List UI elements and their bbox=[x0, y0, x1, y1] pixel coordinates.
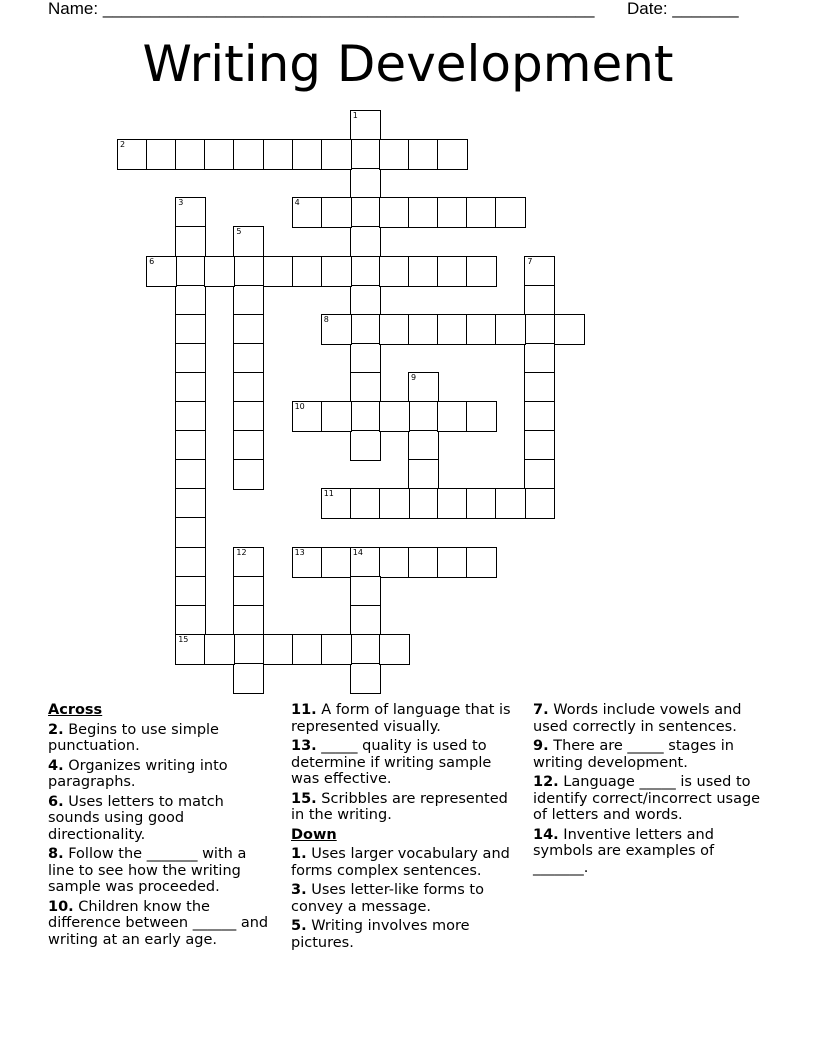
clue-down bbox=[533, 738, 773, 771]
clue-across bbox=[48, 794, 274, 844]
grid-cell[interactable] bbox=[379, 634, 410, 665]
grid-cell[interactable] bbox=[379, 401, 410, 432]
grid-cell[interactable] bbox=[524, 285, 555, 316]
grid-cell[interactable] bbox=[350, 372, 381, 403]
clues-column-2 bbox=[291, 702, 523, 954]
clue-down bbox=[533, 702, 773, 735]
clue-text: _____ quality is used to determine if writing sample was effective. bbox=[291, 738, 492, 787]
puzzle-title: Writing Development bbox=[142, 35, 674, 93]
grid-cell[interactable] bbox=[321, 401, 352, 432]
name-field[interactable] bbox=[48, 0, 594, 18]
grid-cell[interactable] bbox=[350, 576, 381, 607]
date-field[interactable] bbox=[627, 0, 739, 18]
clue-text: Begins to use simple punctuation. bbox=[48, 721, 219, 754]
grid-cell[interactable] bbox=[350, 547, 381, 578]
clue-text: A form of language that is represented visually. bbox=[291, 702, 511, 735]
clue-number: 13. bbox=[291, 738, 317, 754]
name-blank[interactable]: ____________________________________________________ bbox=[102, 0, 595, 18]
clues-column-1 bbox=[48, 702, 274, 951]
grid-cell[interactable] bbox=[437, 197, 468, 228]
grid-cell[interactable] bbox=[175, 517, 206, 548]
grid-cell[interactable] bbox=[524, 430, 555, 461]
grid-cell[interactable] bbox=[321, 197, 352, 228]
grid-cell[interactable] bbox=[175, 634, 206, 665]
grid-cell[interactable] bbox=[350, 401, 381, 432]
grid-cell[interactable] bbox=[495, 488, 526, 519]
clue-number: 3. bbox=[291, 882, 307, 898]
grid-cell[interactable] bbox=[292, 547, 323, 578]
grid-cell[interactable] bbox=[233, 459, 264, 490]
clue-number: 8. bbox=[48, 846, 64, 862]
across-heading: Across bbox=[48, 702, 103, 718]
grid-cell[interactable] bbox=[292, 139, 323, 170]
clue-text: Uses letters to match sounds using good directionality. bbox=[48, 793, 224, 843]
grid-cell[interactable] bbox=[524, 488, 555, 519]
clue-down bbox=[291, 846, 523, 879]
grid-cell[interactable] bbox=[554, 314, 585, 345]
crossword-grid bbox=[117, 110, 597, 710]
grid-cell[interactable] bbox=[292, 197, 323, 228]
clue-text: Children know the difference between ______ and writing at an early age. bbox=[48, 898, 269, 948]
grid-cell[interactable] bbox=[466, 401, 497, 432]
date-label: Date: bbox=[627, 0, 668, 18]
grid-cell[interactable] bbox=[437, 401, 468, 432]
clue-number: 7. bbox=[533, 702, 549, 718]
clue-down bbox=[533, 827, 773, 877]
grid-cell[interactable] bbox=[175, 343, 206, 374]
cell-number: 3 bbox=[178, 198, 184, 208]
grid-cell[interactable] bbox=[233, 314, 264, 345]
cell-number: 9 bbox=[411, 372, 417, 382]
grid-cell[interactable] bbox=[233, 401, 264, 432]
grid-cell[interactable] bbox=[175, 459, 206, 490]
grid-cell[interactable] bbox=[233, 430, 264, 461]
grid-cell[interactable] bbox=[175, 605, 206, 636]
grid-cell[interactable] bbox=[175, 314, 206, 345]
grid-cell[interactable] bbox=[175, 401, 206, 432]
grid-cell[interactable] bbox=[175, 430, 206, 461]
grid-cell[interactable] bbox=[263, 634, 294, 665]
clue-number: 2. bbox=[48, 721, 64, 738]
grid-cell[interactable] bbox=[437, 256, 468, 287]
clue-text: Language _____ is used to identify correct/incorrect usage of letters and words. bbox=[533, 774, 761, 823]
grid-cell[interactable] bbox=[204, 256, 235, 287]
grid-cell[interactable] bbox=[437, 488, 468, 519]
grid-cell[interactable] bbox=[495, 197, 526, 228]
clue-text: Words include vowels and used correctly in sentences. bbox=[533, 702, 742, 735]
name-label: Name: bbox=[48, 0, 99, 18]
grid-cell[interactable] bbox=[292, 634, 323, 665]
grid-cell[interactable] bbox=[146, 256, 177, 287]
grid-cell[interactable] bbox=[350, 110, 381, 141]
clue-text: Uses letter-like forms to convey a message. bbox=[291, 882, 484, 915]
clue-number: 15. bbox=[291, 790, 317, 807]
grid-cell[interactable] bbox=[204, 139, 235, 170]
grid-cell[interactable] bbox=[495, 314, 526, 345]
grid-cell[interactable] bbox=[263, 256, 294, 287]
grid-cell[interactable] bbox=[292, 256, 323, 287]
cell-number: 11 bbox=[323, 489, 334, 499]
clue-down bbox=[533, 774, 773, 824]
grid-cell[interactable] bbox=[350, 226, 381, 257]
grid-cell[interactable] bbox=[350, 168, 381, 199]
clues-column-3 bbox=[533, 702, 773, 879]
grid-cell[interactable] bbox=[408, 256, 439, 287]
grid-cell[interactable] bbox=[408, 430, 439, 461]
grid-cell[interactable] bbox=[233, 285, 264, 316]
grid-cell[interactable] bbox=[117, 139, 148, 170]
clue-number: 6. bbox=[48, 793, 64, 810]
grid-cell[interactable] bbox=[437, 547, 468, 578]
grid-cell[interactable] bbox=[233, 634, 264, 665]
clue-number: 5. bbox=[291, 918, 307, 934]
grid-cell[interactable] bbox=[233, 547, 264, 578]
cell-number: 4 bbox=[294, 198, 300, 208]
clue-number: 4. bbox=[48, 757, 64, 774]
clue-number: 10. bbox=[48, 898, 74, 915]
cell-number: 5 bbox=[236, 227, 242, 237]
clue-across bbox=[48, 758, 274, 791]
grid-cell[interactable] bbox=[466, 314, 497, 345]
cell-number: 7 bbox=[527, 256, 533, 266]
clue-number: 1. bbox=[291, 846, 307, 862]
clue-text: Organizes writing into paragraphs. bbox=[48, 757, 228, 790]
cell-number: 1 bbox=[352, 111, 358, 120]
clue-across bbox=[291, 791, 523, 824]
grid-cell[interactable] bbox=[350, 663, 381, 694]
grid-cell[interactable] bbox=[204, 634, 235, 665]
grid-cell[interactable] bbox=[379, 547, 410, 578]
cell-number: 12 bbox=[236, 547, 247, 557]
grid-cell[interactable] bbox=[408, 488, 439, 519]
grid-cell[interactable] bbox=[350, 139, 381, 170]
clue-across bbox=[291, 702, 523, 735]
cell-number: 6 bbox=[149, 256, 155, 266]
cell-number: 10 bbox=[294, 402, 305, 411]
date-blank[interactable]: _______ bbox=[672, 0, 739, 18]
clue-across bbox=[291, 738, 523, 788]
grid-cell[interactable] bbox=[175, 139, 206, 170]
grid-cell[interactable] bbox=[321, 314, 352, 345]
cell-number: 2 bbox=[120, 140, 126, 150]
grid-cell[interactable] bbox=[233, 663, 264, 694]
grid-cell[interactable] bbox=[350, 488, 381, 519]
grid-cell[interactable] bbox=[379, 314, 410, 345]
grid-cell[interactable] bbox=[350, 430, 381, 461]
grid-cell[interactable] bbox=[321, 634, 352, 665]
grid-cell[interactable] bbox=[466, 256, 497, 287]
grid-cell[interactable] bbox=[175, 372, 206, 403]
grid-cell[interactable] bbox=[524, 314, 555, 345]
grid-cell[interactable] bbox=[233, 605, 264, 636]
grid-cell[interactable] bbox=[321, 139, 352, 170]
grid-cell[interactable] bbox=[146, 139, 177, 170]
grid-cell[interactable] bbox=[408, 459, 439, 490]
grid-cell[interactable] bbox=[350, 197, 381, 228]
grid-cell[interactable] bbox=[321, 488, 352, 519]
grid-cell[interactable] bbox=[350, 256, 381, 287]
grid-cell[interactable] bbox=[408, 372, 439, 403]
grid-cell[interactable] bbox=[175, 285, 206, 316]
clue-number: 12. bbox=[533, 774, 559, 790]
clue-text: Inventive letters and symbols are examples of _______. bbox=[533, 826, 715, 876]
clue-text: Uses larger vocabulary and forms complex sentences. bbox=[291, 846, 510, 879]
grid-cell[interactable] bbox=[321, 547, 352, 578]
grid-cell[interactable] bbox=[524, 401, 555, 432]
clue-number: 9. bbox=[533, 738, 549, 754]
grid-cell[interactable] bbox=[379, 488, 410, 519]
grid-cell[interactable] bbox=[350, 343, 381, 374]
grid-cell[interactable] bbox=[350, 605, 381, 636]
clue-across bbox=[48, 722, 274, 755]
grid-cell[interactable] bbox=[350, 634, 381, 665]
clue-number: 11. bbox=[291, 702, 317, 718]
grid-cell[interactable] bbox=[350, 314, 381, 345]
clue-across bbox=[48, 846, 274, 896]
grid-cell[interactable] bbox=[524, 459, 555, 490]
grid-cell[interactable] bbox=[175, 226, 206, 257]
grid-cell[interactable] bbox=[233, 256, 264, 287]
clue-text: Writing involves more pictures. bbox=[291, 918, 470, 951]
cell-number: 13 bbox=[294, 547, 305, 557]
clue-down bbox=[291, 882, 523, 915]
cell-number: 14 bbox=[352, 547, 363, 557]
grid-cell[interactable] bbox=[321, 256, 352, 287]
clue-number: 14. bbox=[533, 826, 559, 843]
grid-cell[interactable] bbox=[408, 197, 439, 228]
grid-cell[interactable] bbox=[524, 256, 555, 287]
grid-cell[interactable] bbox=[524, 372, 555, 403]
grid-cell[interactable] bbox=[175, 488, 206, 519]
down-heading: Down bbox=[291, 826, 337, 843]
grid-cell[interactable] bbox=[175, 576, 206, 607]
grid-cell[interactable] bbox=[233, 139, 264, 170]
clue-text: There are _____ stages in writing development. bbox=[533, 738, 734, 771]
grid-cell[interactable] bbox=[437, 139, 468, 170]
clue-down bbox=[291, 918, 523, 951]
grid-cell[interactable] bbox=[379, 256, 410, 287]
grid-cell[interactable] bbox=[408, 314, 439, 345]
grid-cell[interactable] bbox=[233, 226, 264, 257]
grid-cell[interactable] bbox=[524, 343, 555, 374]
cell-number: 8 bbox=[323, 314, 329, 324]
grid-cell[interactable] bbox=[292, 401, 323, 432]
grid-cell[interactable] bbox=[379, 139, 410, 170]
grid-cell[interactable] bbox=[233, 372, 264, 403]
grid-cell[interactable] bbox=[408, 139, 439, 170]
grid-cell[interactable] bbox=[350, 285, 381, 316]
clue-across bbox=[48, 899, 274, 949]
grid-cell[interactable] bbox=[408, 547, 439, 578]
grid-cell[interactable] bbox=[175, 547, 206, 578]
grid-cell[interactable] bbox=[466, 488, 497, 519]
grid-cell[interactable] bbox=[233, 576, 264, 607]
grid-cell[interactable] bbox=[466, 547, 497, 578]
grid-cell[interactable] bbox=[175, 256, 206, 287]
grid-cell[interactable] bbox=[233, 343, 264, 374]
grid-cell[interactable] bbox=[263, 139, 294, 170]
grid-cell[interactable] bbox=[437, 314, 468, 345]
clue-text: Scribbles are represented in the writing. bbox=[291, 790, 508, 823]
cell-number: 15 bbox=[178, 634, 189, 644]
grid-cell[interactable] bbox=[379, 197, 410, 228]
grid-cell[interactable] bbox=[466, 197, 497, 228]
grid-cell[interactable] bbox=[175, 197, 206, 228]
grid-cell[interactable] bbox=[408, 401, 439, 432]
clue-text: Follow the _______ with a line to see how the writing sample was proceeded. bbox=[48, 846, 247, 895]
